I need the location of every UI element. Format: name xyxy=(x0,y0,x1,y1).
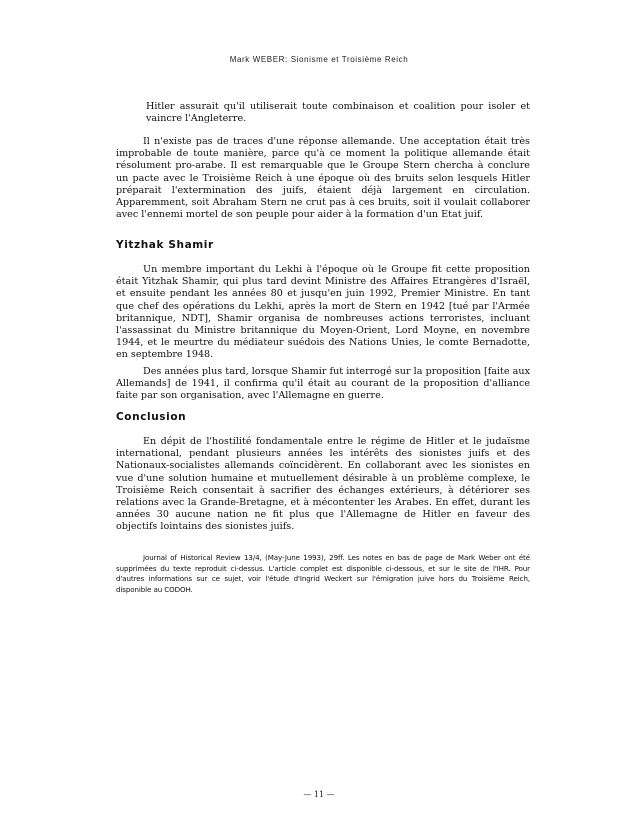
section-heading-conclusion: Conclusion xyxy=(116,411,187,423)
paragraph-block-1 xyxy=(116,136,530,221)
footnote-block xyxy=(116,553,530,595)
body-paragraph: Il n'existe pas de traces d'une réponse allemande. Une acceptation était très improbable de toute manière, parce qu'à ce moment la politique allemande était résolument pro-arabe. Il est remarquable que le Groupe Stern chercha à conclure un pacte avec le Troisième Reich à une époque où des bruits selon lesquels Hitler préparait l'extermination des juifs, étaient déjà largement en circulation. Apparemment, soit Abraham Stern ne crut pas à ces bruits, soit il voulait collaborer avec l'ennemi mortel de son peuple pour aider à la formation d'un Etat juif. xyxy=(116,136,530,221)
shamir-paragraph-1-block xyxy=(116,264,530,362)
running-header: Mark WEBER: Sionisme et Troisième Reich xyxy=(229,55,409,64)
quote-text: Hitler assurait qu'il utiliserait toute combinaison et coalition pour isoler et vaincre l'Angleterre. xyxy=(146,101,530,125)
shamir-paragraph-2-block xyxy=(116,366,530,403)
body-paragraph: Un membre important du Lekhi à l'époque où le Groupe fit cette proposition était Yitzhak Shamir, qui plus tard devint Ministre des Affaires Etrangères d'Israël, et ensuite pendant les années 80 et jusqu'en juin 1992, Premier Ministre. En tant que chef des opérations du Lekhi, après la mort de Stern en 1942 [tué par l'Armée britannique, NDT], Shamir organisa de nombreuses actions terroristes, incluant l'assassinat du Ministre britannique du Moyen-Orient, Lord Moyne, en novembre 1944, et le meurtre du médiateur suédois des Nations Unies, le comte Bernadotte, en septembre 1948. xyxy=(116,264,530,361)
section-shamir xyxy=(116,239,530,251)
section-conclusion xyxy=(116,411,530,423)
section-heading-shamir: Yitzhak Shamir xyxy=(116,239,214,251)
conclusion-paragraph-block xyxy=(116,436,530,534)
body-paragraph: Des années plus tard, lorsque Shamir fut interrogé sur la proposition [faite aux Allemands] de 1941, il confirma qu'il était au courant de la proposition d'alliance faite par son organisation, avec l'Allemagne en guerre. xyxy=(116,366,530,402)
footnote-text: Journal of Historical Review 13/4, (May-June 1993), 29ff. Les notes en bas de page de Mark Weber ont été supprimées du texte reproduit ci-dessus. L'article complet est disponible ci-dessous, et sur le site de l'IHR. Pour d'autres informations sur ce sujet, voir l'étude d'Ingrid Weckert sur l'émigration juive hors du Troisième Reich, disponible au CODOH. xyxy=(116,553,530,594)
body-paragraph: En dépit de l'hostilité fondamentale entre le régime de Hitler et le judaïsme international, pendant plusieurs années les intérêts des sionistes juifs et des Nationaux-socialistes allemands coïncidèrent. En collaborant avec les sionistes en vue d'une solution humaine et mutuellement désirable à un problème complexe, le Troisième Reich consentait à sacrifier des échanges extérieurs, à détériorer ses relations avec la Grande-Bretagne, et à mécontenter les Arabes. En effet, durant les années 30 aucune nation ne fit plus que l'Allemagne de Hitler en faveur des objectifs lointains des sionistes juifs. xyxy=(116,436,530,533)
page-number: — 11 — xyxy=(303,790,335,799)
